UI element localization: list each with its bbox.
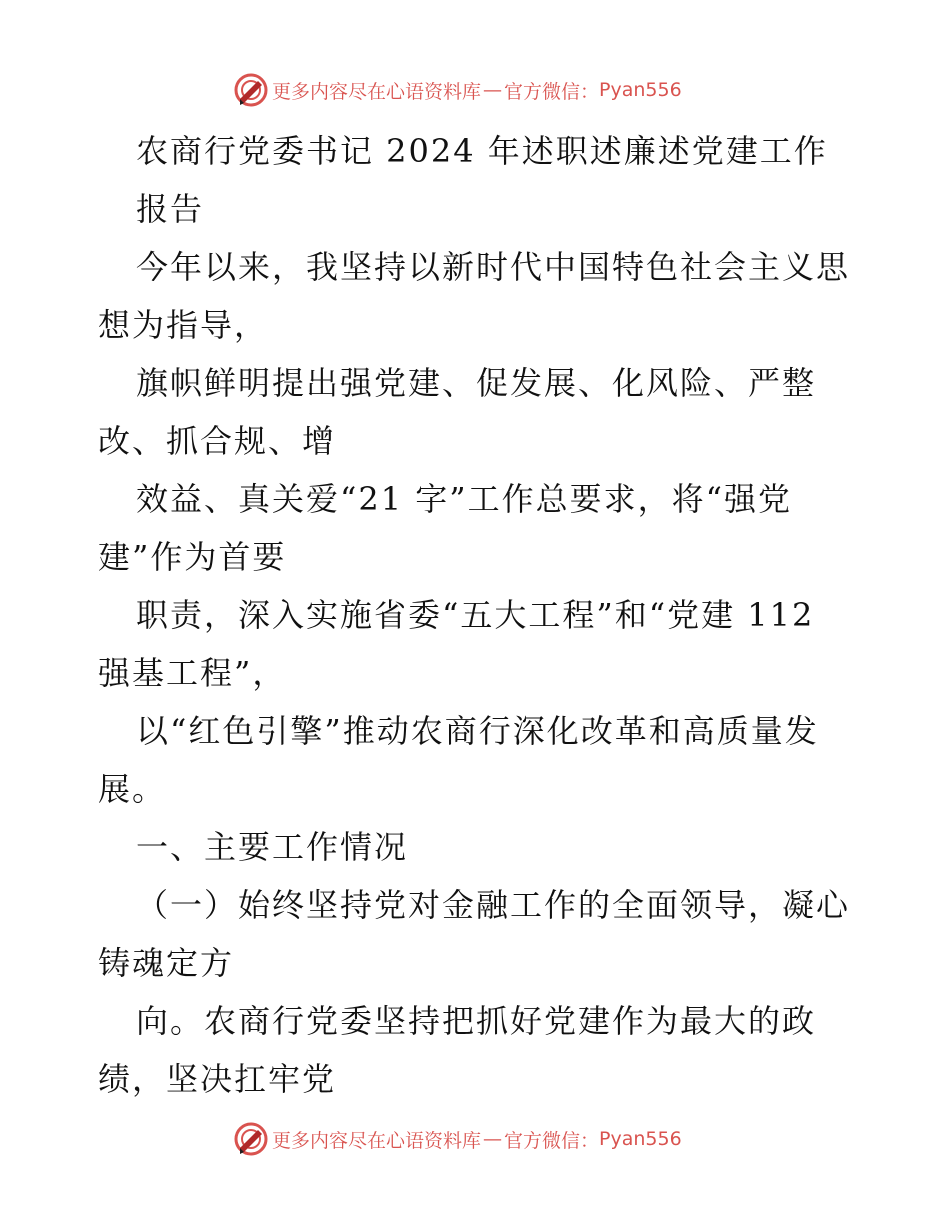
title-line-1: 农商行党委书记 2024 年述职述廉述党建工作	[136, 132, 828, 170]
paragraph-line: 想为指导，	[98, 306, 269, 344]
paragraph-line: 旗帜鲜明提出强党建、促发展、化风险、严整	[136, 364, 817, 402]
footer-watermark-banner	[234, 1122, 682, 1156]
paragraph-line: 向。农商行党委坚持把抓好党建作为最大的政	[136, 1002, 817, 1040]
banner-site-text: 更多内容尽在心语资料库	[272, 80, 482, 103]
paragraph-line: 铸魂定方	[98, 944, 235, 982]
paragraph-line: 建”作为首要	[98, 538, 287, 576]
banner-separator: —	[483, 1128, 503, 1150]
banner-wechat-label: 官方微信：	[504, 80, 600, 103]
paragraph-line: 强基工程”，	[98, 654, 287, 692]
paragraph-line: 效益、真关爱“21 字”工作总要求，将“强党	[136, 480, 792, 518]
banner-separator: —	[483, 79, 503, 101]
banner-wechat-id: Pyan556	[599, 1128, 682, 1150]
seal-logo-icon	[234, 1122, 268, 1156]
section-heading: 一、主要工作情况	[136, 828, 409, 866]
title-line-2: 报告	[136, 190, 205, 228]
paragraph-line: 职责，深入实施省委“五大工程”和“党建 112	[136, 596, 815, 634]
paragraph-line: 今年以来，我坚持以新时代中国特色社会主义思	[136, 248, 851, 286]
paragraph-line: 展。	[98, 770, 167, 808]
document-body	[98, 122, 858, 1108]
header-watermark-banner	[234, 73, 682, 107]
paragraph-line: 改、抓合规、增	[98, 422, 337, 460]
banner-wechat-id: Pyan556	[599, 79, 682, 101]
banner-site-text: 更多内容尽在心语资料库	[272, 1129, 482, 1152]
seal-logo-icon	[234, 73, 268, 107]
subsection-heading: （一）始终坚持党对金融工作的全面领导，凝心	[136, 886, 851, 924]
paragraph-line: 绩，坚决扛牢党	[98, 1060, 337, 1098]
paragraph-line: 以“红色引擎”推动农商行深化改革和高质量发	[136, 712, 819, 750]
banner-wechat-label: 官方微信：	[504, 1129, 600, 1152]
